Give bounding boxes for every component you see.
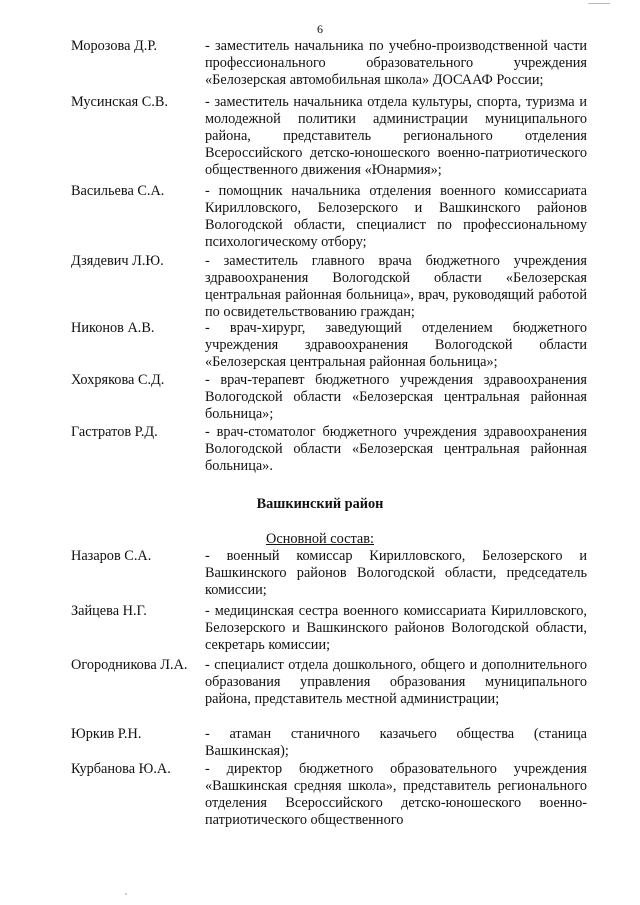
member-description: - помощник начальника отделения военного комиссариата Кирилловского, Белозерского и Вашкинского районов Вологодской области, специалист по профессиональному психологическому отбору; [205, 183, 587, 250]
member-description: - военный комиссар Кирилловского, Белозерского и Вашкинского районов Вологодской области, председатель комиссии; [205, 548, 587, 598]
scan-artifact [125, 893, 127, 895]
member-name: Морозова Д.Р. [71, 38, 158, 54]
member-name: Назаров С.А. [71, 548, 152, 564]
member-description: - врач-стоматолог бюджетного учреждения здравоохранения Вологодской области «Белозерская центральная районная больница». [205, 424, 587, 474]
section-title: Вашкинский район [256, 496, 384, 512]
member-name: Гастратов Р.Д. [71, 424, 158, 440]
member-name: Зайцева Н.Г. [71, 603, 147, 619]
member-description: - медицинская сестра военного комиссариата Кирилловского, Белозерского и Вашкинского районов Вологодской области, секретарь комиссии; [205, 603, 587, 653]
member-name: Никонов А.В. [71, 320, 155, 336]
member-description: - заместитель начальника по учебно-производственной части профессионального образовательного учреждения «Белозерская автомобильная школа» ДОСААФ России; [205, 38, 587, 88]
member-name: Хохрякова С.Д. [71, 372, 165, 388]
member-name: Юркив Р.Н. [71, 726, 142, 742]
scan-corner-mark [588, 0, 610, 4]
member-name: Мусинская С.В. [71, 94, 168, 110]
member-description: - заместитель главного врача бюджетного учреждения здравоохранения Вологодской области «Белозерская центральная районная больница», врач, руководящий работой по освидетельствованию граждан; [205, 253, 587, 320]
member-name: Васильева С.А. [71, 183, 165, 199]
member-name: Курбанова Ю.А. [71, 761, 171, 777]
member-description: - врач-хирург, заведующий отделением бюджетного учреждения здравоохранения Вологодской области «Белозерская центральная районная больница»; [205, 320, 587, 370]
member-description: - атаман станичного казачьего общества (станица Вашкинская); [205, 726, 587, 759]
member-name: Огородникова Л.А. [71, 657, 188, 673]
member-description: - директор бюджетного образовательного учреждения «Вашкинская средняя школа», представитель регионального отделения Всероссийского детско-юношеского военно-патриотического общественного [205, 761, 587, 828]
subsection-title [0, 531, 640, 548]
page-number: 6 [317, 22, 323, 36]
subsection-title-text: Основной состав: [266, 531, 374, 547]
member-description: - специалист отдела дошкольного, общего и дополнительного образования управления образования муниципального района, представитель местной администрации; [205, 657, 587, 707]
member-description: - врач-терапевт бюджетного учреждения здравоохранения Вологодской области «Белозерская центральная районная больница»; [205, 372, 587, 422]
member-description: - заместитель начальника отдела культуры, спорта, туризма и молодежной политики администрации муниципального района, представитель регионального отделения Всероссийского детско-юношеского военно-патриотического общественного движения «Юнармия»; [205, 94, 587, 178]
member-name: Дзядевич Л.Ю. [71, 253, 164, 269]
